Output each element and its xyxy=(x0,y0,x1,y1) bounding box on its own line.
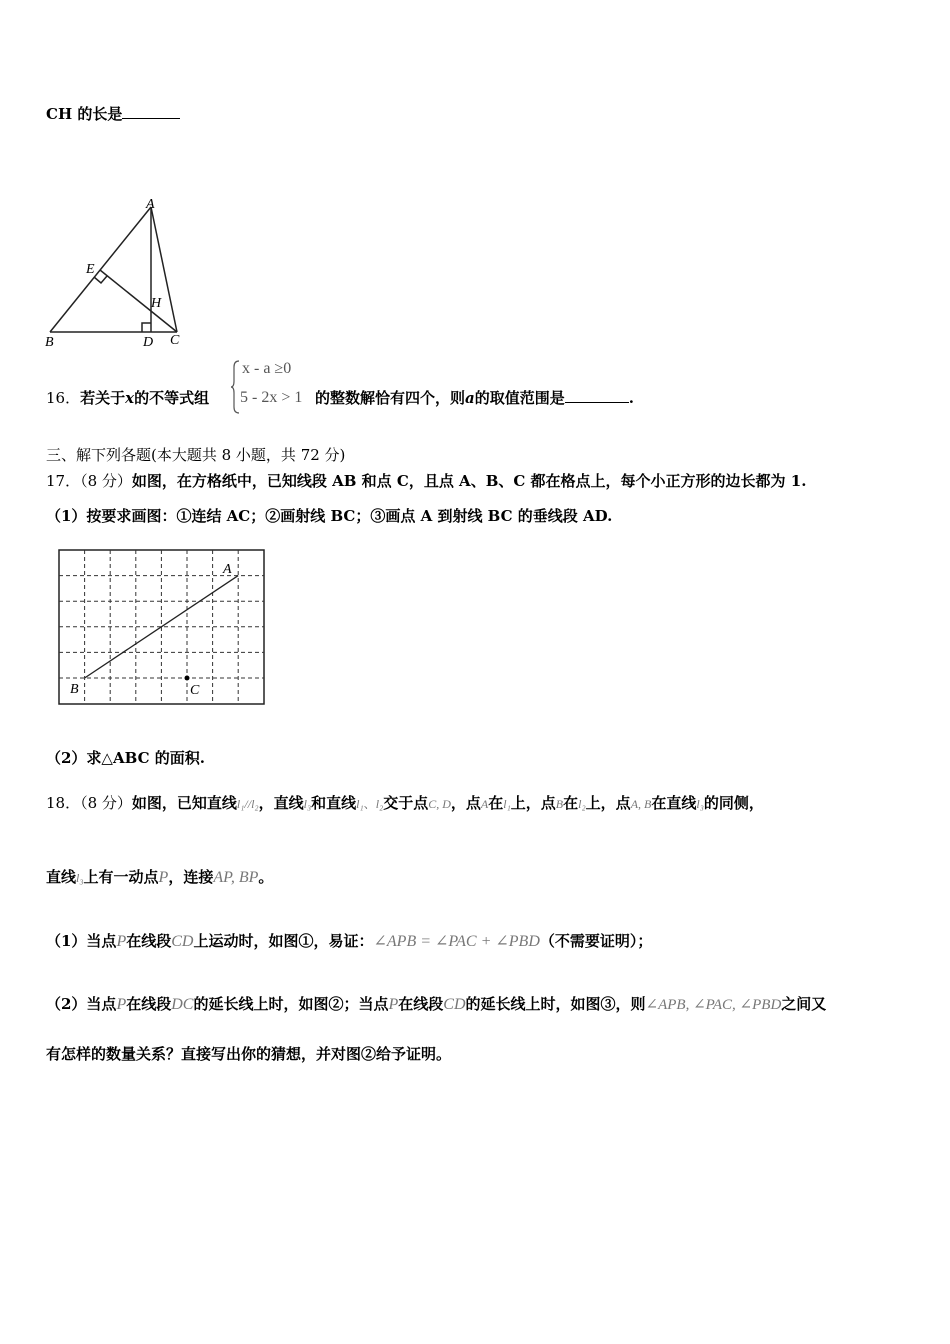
q17-score: （8 分） xyxy=(80,472,132,490)
q18-l2-math-p: P xyxy=(158,869,169,886)
q18-l1-t5: ，点 xyxy=(450,794,481,812)
grid-label-b: B xyxy=(70,682,79,697)
q17-part1: （1）按要求画图：①连结 AC；②画射线 BC；③画点 A 到射线 BC 的垂线段 AD. xyxy=(46,507,613,525)
q16-line xyxy=(46,387,209,408)
q15-line xyxy=(46,103,180,124)
q18-p2-t3: 的延长线上时，如图②；当点 xyxy=(193,995,389,1013)
right-angle-e xyxy=(94,276,107,283)
q18-p1-t3: 上运动时，如图①，易证： xyxy=(193,932,374,950)
q18-p1-math-p: P xyxy=(116,933,127,950)
inequality-system xyxy=(230,359,314,415)
q16-text2: 的不等式组 xyxy=(134,389,210,407)
q18-l1-t10: 在直线 xyxy=(651,794,697,812)
q18-p1-math-cd: CD xyxy=(171,933,194,950)
q17-line xyxy=(46,470,806,491)
q16-var-a: a xyxy=(465,389,475,407)
q18-math-b: B xyxy=(555,797,564,811)
q18-l1-t4: 交于点 xyxy=(383,794,429,812)
q18-l2-math-l3: l₃ xyxy=(76,871,84,885)
inequality-2: 5 - 2x > 1 xyxy=(240,389,303,406)
point-c xyxy=(185,676,190,681)
q18-l1-t9: 上，点 xyxy=(585,794,631,812)
label-h: H xyxy=(151,296,162,311)
q18-part1 xyxy=(46,930,652,951)
q16-number: 16． xyxy=(46,389,81,407)
q18-math-l1l2: l₁//l₂ xyxy=(236,797,259,811)
q18-l2-t2: 上有一动点 xyxy=(83,868,159,886)
q15-text: CH 的长是 xyxy=(46,105,123,123)
q18-l1-t2: ，直线 xyxy=(258,794,304,812)
q18-l1-t6: 在 xyxy=(488,794,504,812)
q18-l1-t7: 上，点 xyxy=(510,794,556,812)
q18-number: 18． xyxy=(46,794,81,812)
q18-l2-math-apbp: AP, BP xyxy=(213,869,259,886)
q18-p1-t1: （1）当点 xyxy=(46,932,117,950)
q18-p2-t5: 的延长线上时，如图③，则 xyxy=(465,995,646,1013)
q16-end: . xyxy=(628,389,634,407)
q18-p2-t6: 之间又 xyxy=(781,995,827,1013)
q17-number: 17． xyxy=(46,472,81,490)
q18-math-cd: C, D xyxy=(428,797,451,811)
q18-p1-t2: 在线段 xyxy=(126,932,172,950)
q18-p2-math-p2: P xyxy=(388,996,399,1013)
q18-p1-t4: （不需要证明）； xyxy=(539,932,653,950)
q18-l1-t11: 的同侧， xyxy=(703,794,764,812)
q18-p2-t4: 在线段 xyxy=(398,995,444,1013)
q18-math-l2b: l₂ xyxy=(578,797,586,811)
label-d: D xyxy=(143,335,154,350)
q18-score: （8 分） xyxy=(80,794,132,812)
q18-p2-math-cd: CD xyxy=(443,996,466,1013)
q16-text4: 的取值范围是 xyxy=(474,389,565,407)
right-angle-d xyxy=(142,323,151,332)
q18-line1 xyxy=(46,792,764,813)
q16-text1: 若关于 xyxy=(80,389,126,407)
q18-p2-math-dc: DC xyxy=(171,996,194,1013)
q18-p2-t2: 在线段 xyxy=(126,995,172,1013)
q18-math-l3b: l₃ xyxy=(696,797,704,811)
q18-line2 xyxy=(46,866,273,887)
q18-l2-t1: 直线 xyxy=(46,868,77,886)
q16-var-x: x xyxy=(125,389,135,407)
q18-math-l3: l₃ xyxy=(303,797,312,811)
q18-p1-math-eq: ∠APB = ∠PAC + ∠PBD xyxy=(373,933,540,950)
label-c: C xyxy=(170,333,180,348)
q18-l2-t3: ，连接 xyxy=(168,868,214,886)
q18-l1-t3: 和直线 xyxy=(311,794,357,812)
q18-math-l2: l₂ xyxy=(375,797,384,811)
grid-figure xyxy=(58,549,266,706)
q16-line-cont xyxy=(315,387,634,408)
q18-math-ab: A, B xyxy=(630,797,652,811)
inequality-1: x - a ≥0 xyxy=(242,360,292,377)
grid-label-a: A xyxy=(223,562,232,577)
q16-answer-blank xyxy=(565,388,629,403)
q18-math-a: A xyxy=(480,797,489,811)
q18-l2-t4: 。 xyxy=(258,868,274,886)
q17-part2: （2）求△ABC 的面积. xyxy=(46,749,205,767)
q17-text: 如图，在方格纸中，已知线段 AB 和点 C，且点 A、B、C 都在格点上，每个小正方形的边长都为 1. xyxy=(131,472,807,490)
q18-part2 xyxy=(46,993,826,1014)
q18-sep: 、 xyxy=(363,797,376,811)
label-e: E xyxy=(86,262,95,277)
q18-math-l1b: l₁ xyxy=(503,797,511,811)
grid-label-c: C xyxy=(190,683,200,698)
q18-p2-math-p: P xyxy=(116,996,127,1013)
section-3-title: 三、解下列各题(本大题共 8 小题，共 72 分) xyxy=(46,446,346,464)
q18-p2-math-angles: ∠APB, ∠PAC, ∠PBD xyxy=(645,997,782,1013)
label-b: B xyxy=(45,335,54,350)
label-a: A xyxy=(146,197,155,212)
q18-part2-line2: 有怎样的数量关系？直接写出你的猜想，并对图②给予证明。 xyxy=(46,1045,452,1063)
q18-math-l1: l₁ xyxy=(356,797,364,811)
q16-text3: 的整数解恰有四个，则 xyxy=(315,389,466,407)
q18-l1-t1: 如图，已知直线 xyxy=(131,794,237,812)
q15-answer-blank xyxy=(122,104,180,119)
q18-l1-t8: 在 xyxy=(563,794,579,812)
triangle-figure xyxy=(40,195,200,355)
q18-p2-t1: （2）当点 xyxy=(46,995,117,1013)
